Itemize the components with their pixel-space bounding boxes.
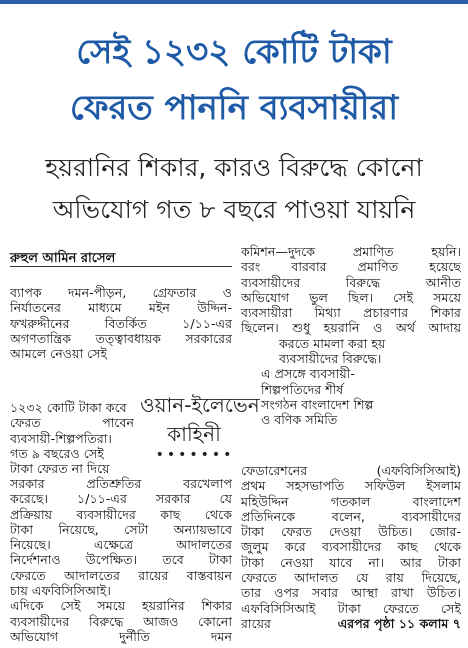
article-line: টাকা নিয়েছে, সেটা অন্যায়ভাবে bbox=[10, 521, 232, 537]
subheadline-line-2: অভিযোগ গত ৮ বছরে পাওয়া যায়নি bbox=[52, 195, 416, 224]
article-line: ব্যবসায়ীদের বিরুদ্ধে আনীত bbox=[241, 274, 461, 290]
article-line: সরকার প্রতিশ্রুতির বরখেলাপ bbox=[10, 476, 232, 491]
article-line: গত ৯ বছরেও সেই bbox=[10, 445, 104, 461]
inset-dots: ••••••• bbox=[155, 447, 235, 463]
article-line: ফেরতে আদালতের রায়ের বাস্তবায়ন bbox=[10, 567, 232, 583]
article-line: ও বণিক সমিতি bbox=[261, 412, 338, 428]
article-line: ফেরতে আদালত যে রায় দিয়েছে, bbox=[241, 570, 461, 586]
article-line: এফবিসিসিআই টাকা ফেরতে সেই bbox=[241, 600, 461, 616]
article-line: প্রথম সহসভাপতি সফিউল ইসলাম bbox=[241, 478, 461, 494]
article-line: ব্যবসায়ীরা মিথ্যা প্রচারণার শিকার bbox=[241, 305, 461, 321]
article-right-top bbox=[241, 244, 461, 428]
article-line: অভিযোগ ভুল ছিল। সেই সময়ে bbox=[241, 289, 461, 305]
article-line: তার ওপর সবার আস্থা রাখা উচিত। bbox=[241, 585, 461, 601]
article-right-bottom bbox=[241, 463, 461, 631]
article-line: এদিকে সেই সময়ে হয়রানির শিকার bbox=[10, 598, 232, 614]
article-line: ফেরত পাবেন bbox=[10, 415, 134, 431]
article-line: প্রতিদিনকে বলেন, ব্যবসায়ীদের bbox=[241, 508, 461, 524]
article-line: টাকা ফেরত দেওয়া উচিত। জোর- bbox=[241, 524, 461, 540]
article-line: অগণতান্ত্রিক তত্ত্বাবধায়ক সরকারের bbox=[10, 330, 232, 346]
article-line: ছিলেন। শুধু হয়রানি ও অর্থ আদায় bbox=[241, 320, 461, 336]
article-line: নিয়েছে। এক্ষেত্রে আদালতের bbox=[10, 537, 232, 553]
article-line: চায় এফবিসিসিআই। bbox=[10, 583, 111, 599]
article-line: নির্দেশনাও উপেক্ষিত। তবে টাকা bbox=[10, 552, 232, 568]
top-border bbox=[0, 0, 468, 4]
byline: রুহুল আমিন রাসেল bbox=[10, 251, 116, 266]
article-line: ১২৩২ কোটি টাকা কবে bbox=[10, 400, 127, 415]
byline-rule bbox=[10, 266, 232, 267]
article-line: আমলে নেওয়া সেই bbox=[10, 346, 108, 362]
article-line: মহিউদ্দিন গতকাল বাংলাদেশ bbox=[241, 493, 461, 509]
article-line: টাকা নেওয়া যাবে না। আর টাকা bbox=[241, 554, 461, 570]
article-line: ফেডারেশনের (এফবিসিসিআই) bbox=[241, 463, 461, 478]
inset-title-line-2: কাহিনী bbox=[167, 422, 221, 446]
article-line: টাকা ফেরত না দিয়ে bbox=[10, 461, 110, 477]
article-line: করতে মামলা করা হয় bbox=[279, 335, 386, 351]
last-line bbox=[241, 616, 461, 631]
continuation-note: এরপর পৃষ্ঠা ১১ কলাম ৭ bbox=[337, 615, 461, 631]
article-line: জুলুম করে ব্যবসায়ীদের কাছ থেকে bbox=[241, 539, 461, 555]
article-line: অভিযোগ দুর্নীতি দমন bbox=[10, 628, 232, 644]
article-line: ব্যবসায়ী-শিল্পপতিরা। bbox=[10, 430, 112, 446]
article-line: এ প্রসঙ্গে ব্যবসায়ী- bbox=[261, 366, 355, 382]
article-line: প্রক্রিয়ায় ব্যবসায়ীদের কাছ থেকে bbox=[10, 506, 232, 522]
headline-line-2: ফেরত পাননি ব্যবসায়ীরা bbox=[69, 88, 399, 128]
article-line: নির্যাতনের মাধ্যমে মইন উদ্দিন- bbox=[10, 300, 232, 316]
article-left-bottom bbox=[10, 476, 232, 644]
subheadline-line-1: হয়রানির শিকার, কারও বিরুদ্ধে কোনো bbox=[45, 153, 423, 182]
article-line: শিল্পপতিদের শীর্ষ bbox=[261, 381, 344, 397]
article-line: কমিশন—দুদকে প্রমাণিত হয়নি। bbox=[241, 244, 461, 259]
article-left-mid bbox=[10, 400, 134, 476]
article-line: ব্যবসায়ীদের বিরুদ্ধে আজও কোনো bbox=[10, 613, 232, 629]
article-line: ব্যবসায়ীদের বিরুদ্ধে। bbox=[279, 351, 382, 367]
article-line: সংগঠন বাংলাদেশ শিল্প bbox=[261, 396, 374, 412]
article-line: ব্যাপক দমন-পীড়ন, গ্রেফতার ও bbox=[10, 285, 232, 300]
article-line: করেছে। ১/১১-এর সরকার যে bbox=[10, 491, 232, 507]
article-line: ফখরুদ্দীনের বিতর্কিত ১/১১-এর bbox=[10, 315, 232, 331]
last-word: রায়ের bbox=[241, 615, 271, 631]
article-line: বরং বারবার প্রমাণিত হয়েছে bbox=[241, 259, 461, 275]
headline-line-1: সেই ১২৩২ কোটি টাকা bbox=[76, 32, 392, 72]
article-left-top bbox=[10, 285, 232, 361]
inset-title-line-1: ওয়ান-ইলেভেন bbox=[140, 393, 260, 417]
